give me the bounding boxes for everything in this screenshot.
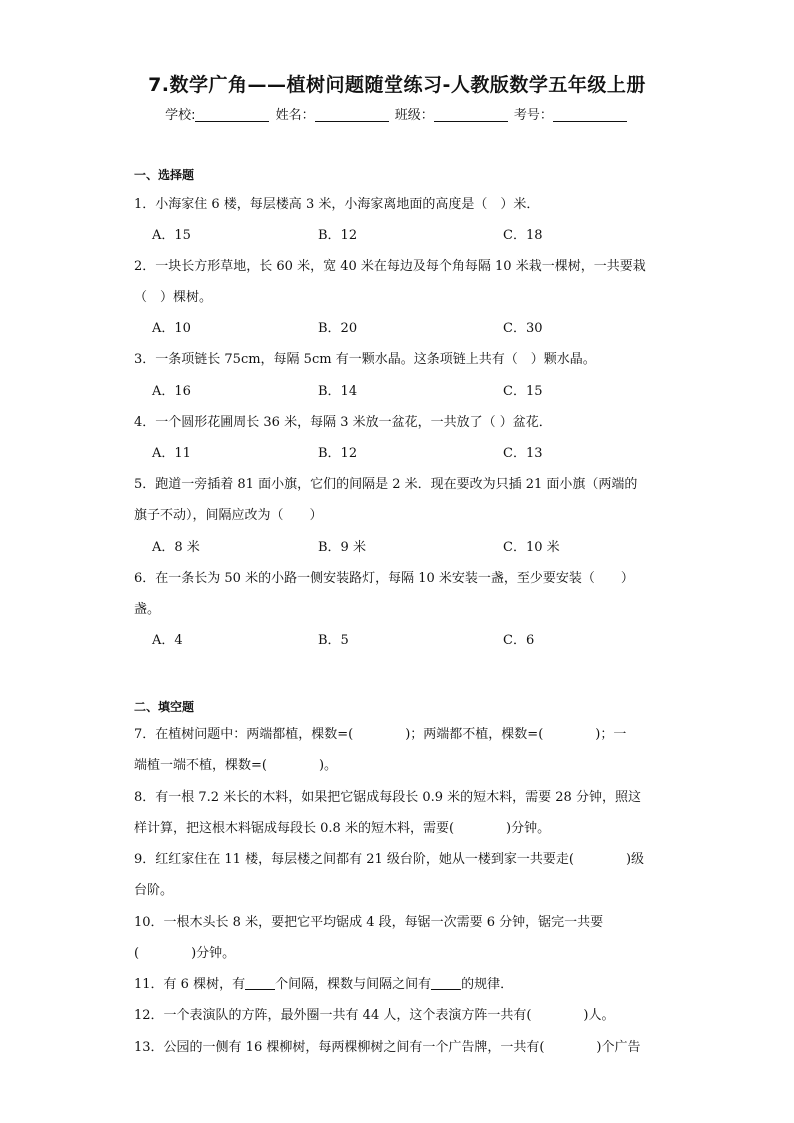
question-5-line-1: 5．跑道一旁插着 81 面小旗，它们的间隔是 2 米．现在要改为只插 21 面小旗（两端的 — [134, 477, 638, 492]
question-10-line-2: ( )分钟。 — [134, 946, 236, 961]
section-fill: 二、填空题 — [134, 700, 195, 714]
q3-option-c: C．15 — [503, 384, 543, 399]
q4-option-b: B．12 — [318, 446, 358, 461]
q1-option-b: B．12 — [318, 228, 358, 243]
q11-part-1: 11．有 6 棵树，有 — [134, 977, 246, 992]
question-6-line-2: 盏。 — [134, 602, 161, 617]
student-info-row — [0, 104, 794, 123]
exam-no-label: 考号： — [513, 108, 553, 123]
q6-option-b: B．5 — [318, 633, 349, 648]
q3-option-b: B．14 — [318, 384, 358, 399]
question-10-line-1: 10．一根木头长 8 米，要把它平均锯成 4 段，每锯一次需要 6 分钟，锯完一共要 — [134, 915, 604, 930]
page-title: 7.数学广角——植树问题随堂练习-人教版数学五年级上册 — [148, 74, 646, 96]
q11-blank-2 — [431, 977, 461, 990]
q1-option-c: C．18 — [503, 228, 543, 243]
question-7-line-1: 7．在植树问题中：两端都植，棵数=( )；两端都不植，棵数=( )；一 — [134, 727, 627, 742]
q11-part-2: 个间隔，棵数与间隔之间有 — [275, 977, 432, 992]
school-label: 学校: — [165, 108, 196, 123]
section-choice: 一、选择题 — [134, 168, 195, 182]
name-blank — [315, 107, 389, 122]
question-7-line-2: 端植一端不植，棵数=( )。 — [134, 758, 338, 773]
question-13: 13．公园的一侧有 16 棵柳树，每两棵柳树之间有一个广告牌，一共有( )个广告 — [134, 1040, 641, 1055]
question-9-line-2: 台阶。 — [134, 883, 174, 898]
question-8-line-1: 8．有一根 7.2 米长的木料，如果把它锯成每段长 0.9 米的短木料，需要 28 分钟，照这 — [134, 790, 641, 805]
question-2-line-2: （ ）棵树。 — [134, 290, 213, 305]
question-2-line-1: 2．一块长方形草地，长 60 米，宽 40 米在每边及每个角每隔 10 米栽一棵树，一共要栽 — [134, 259, 646, 274]
class-label: 班级： — [394, 108, 434, 123]
question-8-line-2: 样计算，把这根木料锯成每段长 0.8 米的短木料，需要( )分钟。 — [134, 821, 551, 836]
q4-option-a: A．11 — [152, 446, 191, 461]
q5-option-c: C．10 米 — [503, 540, 560, 555]
q2-option-b: B．20 — [318, 321, 358, 336]
class-blank — [434, 107, 508, 122]
question-5-line-2: 旗子不动），间隔应改为（ ） — [134, 508, 323, 523]
q2-option-a: A．10 — [152, 321, 191, 336]
name-label: 姓名： — [275, 108, 315, 123]
question-9-line-1: 9．红红家住在 11 楼，每层楼之间都有 21 级台阶，她从一楼到家一共要走( )级 — [134, 852, 645, 867]
q2-option-c: C．30 — [503, 321, 543, 336]
exam-no-blank — [553, 107, 627, 122]
question-6-line-1: 6．在一条长为 50 米的小路一侧安装路灯，每隔 10 米安装一盏，至少要安装（ ） — [134, 571, 634, 586]
question-3: 3．一条项链长 75cm，每隔 5cm 有一颗水晶。这条项链上共有（ ）颗水晶。 — [134, 352, 596, 367]
q5-option-b: B．9 米 — [318, 540, 366, 555]
q6-option-c: C．6 — [503, 633, 535, 648]
question-12: 12．一个表演队的方阵，最外圈一共有 44 人，这个表演方阵一共有( )人。 — [134, 1008, 615, 1023]
question-4: 4．一个圆形花圃周长 36 米，每隔 3 米放一盆花，一共放了（ ）盆花． — [134, 415, 552, 430]
q11-blank-1 — [245, 977, 275, 990]
q1-option-a: A．15 — [152, 228, 191, 243]
q11-part-3: 的规律． — [461, 977, 514, 992]
question-11 — [134, 973, 664, 992]
q6-option-a: A．4 — [152, 633, 183, 648]
school-blank — [195, 107, 269, 122]
q5-option-a: A．8 米 — [152, 540, 200, 555]
q4-option-c: C．13 — [503, 446, 543, 461]
q3-option-a: A．16 — [152, 384, 191, 399]
question-1: 1．小海家住 6 楼，每层楼高 3 米，小海家离地面的高度是（ ）米． — [134, 197, 540, 212]
